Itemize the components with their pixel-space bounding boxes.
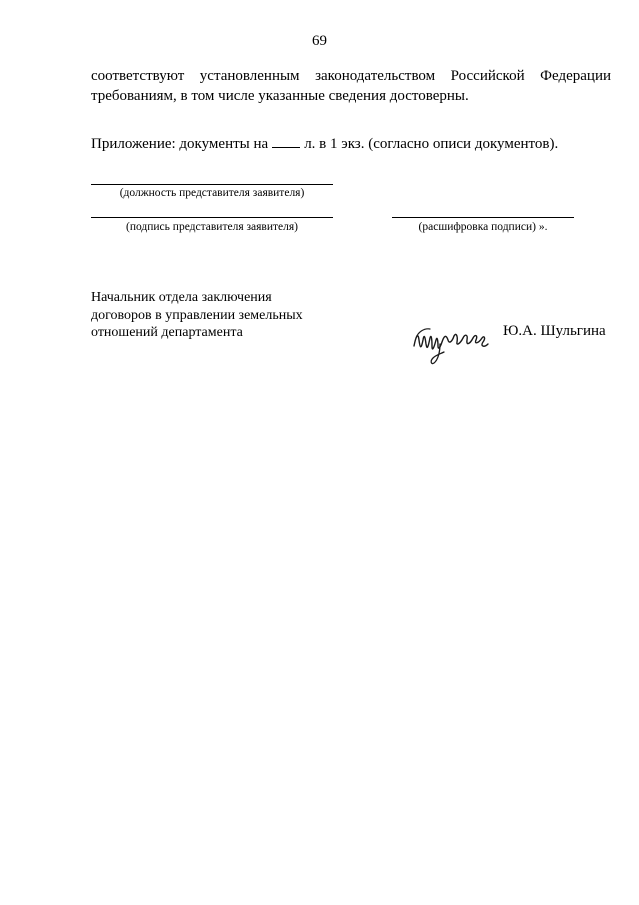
official-name: Ю.А. Шульгина <box>503 323 606 339</box>
sheet-count-blank <box>272 135 300 148</box>
official-title-line: отношений департамента <box>91 325 243 340</box>
signature-line <box>91 217 333 218</box>
attachment-suffix: л. в 1 экз. (согласно описи документов). <box>304 136 559 152</box>
attachment-prefix: Приложение: документы на <box>91 136 269 152</box>
official-title <box>91 289 351 342</box>
official-title-line: договоров в управлении земельных <box>91 307 303 323</box>
decoding-caption: (расшифровка подписи) ». <box>418 221 548 233</box>
page-number: 69 <box>312 33 327 49</box>
signature-caption: (подпись представителя заявителя) <box>126 221 298 233</box>
position-caption: (должность представителя заявителя) <box>119 187 305 199</box>
paragraph-line-2: требованиям, в том числе указанные сведения достоверны. <box>91 88 469 104</box>
official-title-line: Начальник отдела заключения <box>91 290 272 305</box>
decoding-line <box>392 217 574 218</box>
position-line <box>91 184 333 185</box>
paragraph-line-1: соответствуют установленным законодательством Российской Федерации <box>91 68 611 84</box>
handwritten-signature <box>410 318 495 366</box>
attachment-line <box>91 135 558 153</box>
